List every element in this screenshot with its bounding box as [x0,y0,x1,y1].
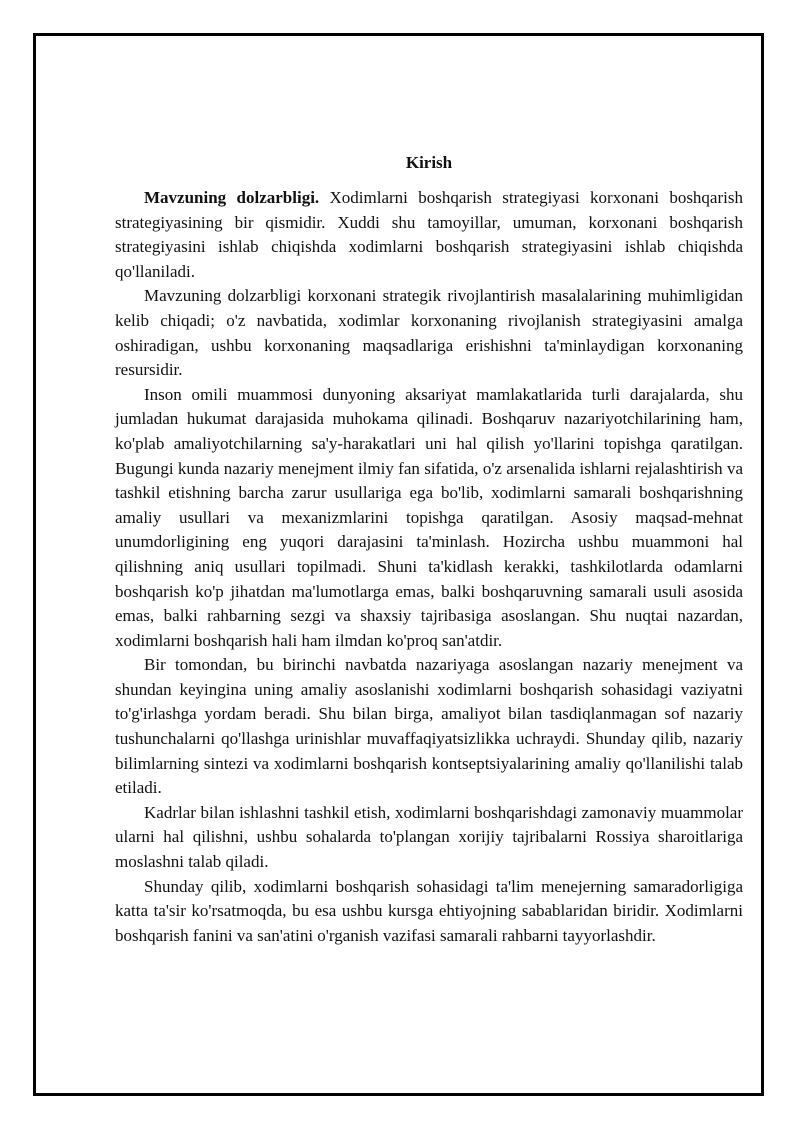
lead-heading: Mavzuning dolzarbligi. [144,188,320,207]
paragraph-6: Shunday qilib, xodimlarni boshqarish sohasidagi ta'lim menejerning samaradorligiga katta ta'sir ko'rsatmoqda, bu esa ushbu kursga ehtiyojning sabablaridan biridir. Xodimlarni boshqarish fanini va san'atini o'rganish vazifasi samarali rahbarni tayyorlashdir. [115,876,743,945]
lead-text: Xodimlarni boshqarish strategiyasi korxonani boshqarish strategiyasining bir qismidir. Xuddi shu tamoyillar, umuman, korxonani boshqarish strategiyasini ishlab chiqishda xodimlarni boshqarish strategiyasini ishlab chiqishda qo'llaniladi. [115,188,743,281]
paragraph-3: Inson omili muammosi dunyoning aksariyat mamlakatlarida turli darajalarda, shu jumladan hukumat darajasida muhokama qilinadi. Boshqaruv nazariyotchilarining ham, ko'plab amaliyotchilarning sa'y-harakatlari uni hal qilish yo'llarini topishga qaratilgan. Bugungi kunda nazariy menejment ilmiy fan sifatida, o'z arsenalida ishlarni rejalashtirish va tashkil etishning barcha zarur usullariga ega bo'lib, xodimlarni samarali boshqarishning amaliy usullari va mexanizmlarini topishga qaratilgan. Asosiy maqsad-mehnat unumdorligining eng yuqori darajasini ta'minlash. Hozircha ushbu muammoni hal qilishning aniq usullari topilmadi. Shuni ta'kidlash kerakki, tashkilotlarda odamlarni boshqarish ko'p jihatdan ma'lumotlarga emas, balki boshqaruvning samarali usuli asosida emas, balki rahbarning sezgi va shaxsiy tajribasiga asoslangan. Shu nuqtai nazardan, xodimlarni boshqarish hali ham ilmdan ko'proq san'atdir. [115,384,743,650]
document-title: Kirish [405,153,453,172]
paragraph-4: Bir tomondan, bu birinchi navbatda nazariyaga asoslangan nazariy menejment va shundan keyingina uning amaliy asoslanishi xodimlarni boshqarish sohasidagi vaziyatni to'g'irlashga yordam beradi. Shu bilan birga, amaliyot bilan tasdiqlanmagan sof nazariy tushunchalarni qo'llashga urinishlar muvaffaqiyatsizlikka uchraydi. Shunday qilib, nazariy bilimlarning sintezi va xodimlarni boshqarish kontseptsiyalarining amaliy qo'llanilishi talab etiladi. [115,655,743,798]
paragraph-2: Mavzuning dolzarbligi korxonani strategik rivojlantirish masalalarining muhimligidan kelib chiqadi; o'z navbatida, xodimlar korxonaning rivojlanish strategiyasini amalga oshiradigan, ushbu korxonaning maqsadlariga erishishni ta'minlaydigan korxonaning resursidir. [115,286,743,380]
paragraph-1 [115,186,743,284]
document-body [115,150,743,948]
paragraph-5: Kadrlar bilan ishlashni tashkil etish, xodimlarni boshqarishdagi zamonaviy muammolar ularni hal qilishni, ushbu sohalarda to'plangan xorijiy tajribalarni Rossiya sharoitlariga moslashni talab qiladi. [115,802,743,872]
